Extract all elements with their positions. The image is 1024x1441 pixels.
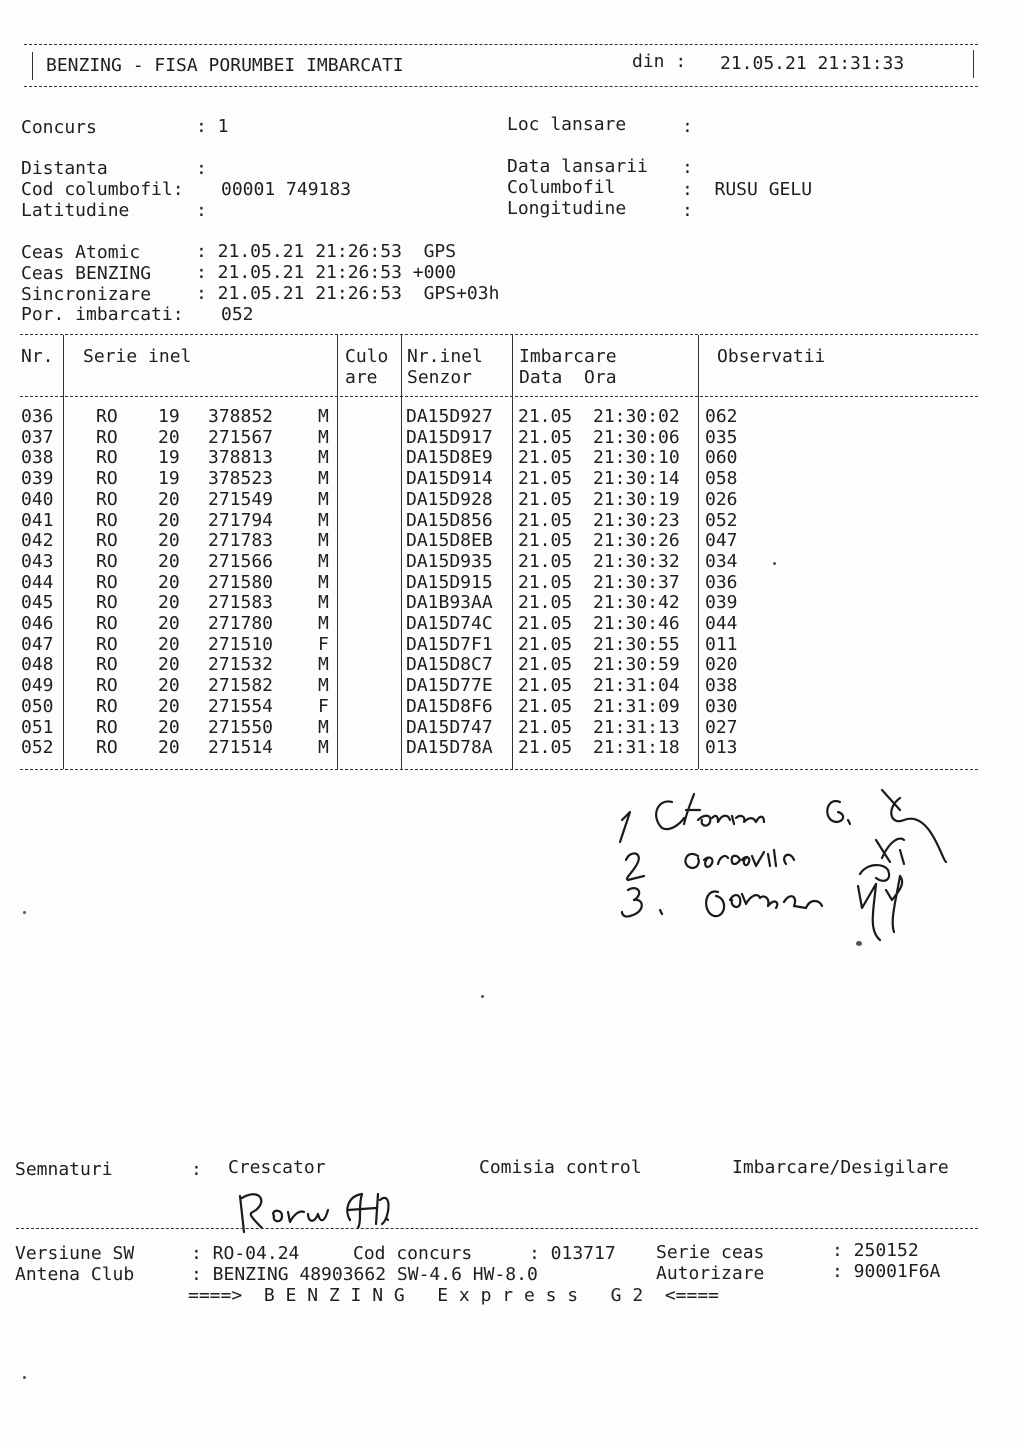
- crescator-label: Crescator: [228, 1157, 326, 1178]
- cell-sex: M: [318, 406, 329, 427]
- distanta-label: Distanta: [21, 158, 108, 179]
- cell-obs: 052: [705, 509, 738, 531]
- header-left-border: [32, 52, 33, 80]
- cell-tara: RO: [96, 426, 118, 448]
- antena-club-label: Antena Club: [15, 1264, 135, 1285]
- cell-sex: M: [318, 468, 329, 490]
- cell-an: 20: [158, 530, 180, 552]
- data-lansarii-value: :: [682, 157, 693, 178]
- cell-tara: RO: [96, 468, 118, 490]
- cell-obs: 047: [705, 530, 738, 552]
- cell-senzor: DA15D928: [406, 488, 493, 510]
- table-row: [0, 635, 1000, 656]
- cell-sex: F: [318, 695, 329, 717]
- cell-ora: 21:30:02: [593, 406, 680, 427]
- cell-data: 21.05: [518, 695, 573, 717]
- cell-nr: 049: [21, 675, 54, 697]
- cell-data: 21.05: [518, 488, 573, 510]
- header-nr: Nr.: [21, 346, 54, 367]
- cell-obs: 039: [705, 592, 738, 614]
- versiune-sw-value: : RO-04.24: [191, 1243, 300, 1264]
- cell-an: 20: [158, 509, 180, 531]
- cell-data: 21.05: [518, 571, 573, 593]
- cell-nr: 046: [21, 613, 54, 634]
- header-datetime: 21.05.21 21:31:33: [720, 53, 905, 74]
- cell-sex: M: [318, 592, 329, 614]
- cell-sex: M: [318, 716, 329, 738]
- table-row: [0, 573, 1000, 594]
- cell-inel: 271532: [208, 654, 274, 676]
- cell-inel: 271549: [208, 488, 274, 510]
- cell-inel: 271554: [208, 695, 274, 717]
- cell-obs: 013: [705, 737, 738, 759]
- cell-tara: RO: [96, 509, 118, 531]
- cell-senzor: DA15D914: [406, 468, 493, 490]
- cell-sex: M: [318, 550, 329, 572]
- cell-data: 21.05: [518, 654, 573, 676]
- comisia-control-label: Comisia control: [479, 1157, 642, 1178]
- cell-tara: RO: [96, 695, 118, 717]
- cell-nr: 036: [21, 406, 54, 427]
- cell-nr: 045: [21, 592, 54, 614]
- ink-dot: [23, 1376, 26, 1379]
- cell-an: 20: [158, 675, 180, 697]
- table-row: [0, 490, 1000, 511]
- latitudine-label: Latitudine: [21, 200, 130, 221]
- cell-senzor: DA15D8EB: [406, 530, 493, 552]
- cod-columbofil-value: 00001 749183: [221, 179, 352, 200]
- cell-inel: 271550: [208, 716, 274, 738]
- cell-an: 20: [158, 571, 180, 593]
- cell-sex: M: [318, 447, 329, 469]
- cell-sex: M: [318, 654, 329, 676]
- cell-obs: 030: [705, 695, 738, 717]
- cell-obs: 058: [705, 468, 738, 490]
- cell-sex: M: [318, 737, 329, 759]
- cell-sex: M: [318, 426, 329, 448]
- cell-an: 20: [158, 613, 180, 634]
- loc-lansare-label: Loc lansare: [507, 114, 627, 135]
- cell-obs: 035: [705, 426, 738, 448]
- cell-nr: 038: [21, 447, 54, 469]
- cell-obs: 027: [705, 716, 738, 738]
- header-nr-inel-1: Nr.inel: [407, 346, 483, 367]
- cod-columbofil-label: Cod columbofil:: [21, 179, 184, 200]
- header-serie-inel: Serie inel: [83, 346, 192, 367]
- cell-data: 21.05: [518, 468, 573, 490]
- cell-ora: 21:30:26: [593, 530, 680, 552]
- cell-senzor: DA15D856: [406, 509, 493, 531]
- cell-tara: RO: [96, 488, 118, 510]
- document-title: BENZING - FISA PORUMBEI IMBARCATI: [46, 55, 404, 76]
- cell-ora: 21:30:42: [593, 592, 680, 614]
- cell-sex: M: [318, 571, 329, 593]
- table-row: [0, 428, 1000, 449]
- cell-nr: 039: [21, 468, 54, 490]
- cell-tara: RO: [96, 675, 118, 697]
- cell-data: 21.05: [518, 447, 573, 469]
- header-observatii: Observatii: [717, 346, 826, 367]
- autorizare-label: Autorizare: [656, 1263, 765, 1284]
- cell-nr: 041: [21, 509, 54, 531]
- data-lansarii-label: Data lansarii: [507, 156, 648, 177]
- cell-ora: 21:30:10: [593, 447, 680, 469]
- cell-inel: 271582: [208, 675, 274, 697]
- cell-data: 21.05: [518, 633, 573, 655]
- cell-sex: M: [318, 530, 329, 552]
- cell-nr: 044: [21, 571, 54, 593]
- cell-inel: 378813: [208, 447, 274, 469]
- table-row: [0, 531, 1000, 552]
- ceas-benzing-label: Ceas BENZING: [21, 263, 152, 284]
- header-culoare-1: Culo: [345, 346, 389, 367]
- table-row: [0, 718, 1000, 739]
- cell-tara: RO: [96, 737, 118, 759]
- cell-tara: RO: [96, 716, 118, 738]
- cell-nr: 048: [21, 654, 54, 676]
- header-nr-inel-2: Senzor: [407, 367, 473, 388]
- cell-inel: 271583: [208, 592, 274, 614]
- ceas-atomic-value: : 21.05.21 21:26:53 GPS: [196, 241, 457, 262]
- cell-senzor: DA15D77E: [406, 675, 493, 697]
- cell-senzor: DA15D917: [406, 426, 493, 448]
- cell-tara: RO: [96, 592, 118, 614]
- ceas-atomic-label: Ceas Atomic: [21, 242, 141, 263]
- table-row: [0, 676, 1000, 697]
- ceas-benzing-value: : 21.05.21 21:26:53 +000: [196, 262, 457, 283]
- header-top-border: [24, 44, 978, 45]
- cell-sex: M: [318, 613, 329, 634]
- cell-tara: RO: [96, 633, 118, 655]
- table-row: [0, 469, 1000, 490]
- concurs-value: : 1: [196, 116, 229, 137]
- table-row: [0, 738, 1000, 759]
- cell-data: 21.05: [518, 592, 573, 614]
- table-row: [0, 655, 1000, 676]
- cell-data: 21.05: [518, 426, 573, 448]
- cell-senzor: DA1B93AA: [406, 592, 493, 614]
- cell-senzor: DA15D747: [406, 716, 493, 738]
- cell-obs: 034: [705, 550, 738, 572]
- porumbei-imbarcati-label: Por. imbarcati:: [21, 304, 184, 325]
- header-imbarcare-1: Imbarcare: [519, 346, 617, 367]
- header-imbarcare-2: Data Ora: [519, 367, 617, 388]
- crescator-signature: [228, 1180, 408, 1240]
- ink-dot: [773, 562, 776, 565]
- cell-obs: 044: [705, 613, 738, 634]
- cell-tara: RO: [96, 530, 118, 552]
- cell-an: 20: [158, 737, 180, 759]
- autorizare-value: : 90001F6A: [832, 1261, 941, 1282]
- versiune-sw-label: Versiune SW: [15, 1243, 135, 1264]
- cell-an: 19: [158, 468, 180, 490]
- table-row: [0, 593, 1000, 614]
- table-top-border: [20, 334, 978, 335]
- header-culoare-2: are: [345, 367, 378, 388]
- cell-data: 21.05: [518, 737, 573, 759]
- cell-ora: 21:30:23: [593, 509, 680, 531]
- cell-inel: 271780: [208, 613, 274, 634]
- cell-nr: 042: [21, 530, 54, 552]
- cell-senzor: DA15D8E9: [406, 447, 493, 469]
- cell-nr: 047: [21, 633, 54, 655]
- cell-nr: 050: [21, 695, 54, 717]
- cell-an: 20: [158, 716, 180, 738]
- cell-senzor: DA15D8C7: [406, 654, 493, 676]
- cell-inel: 271510: [208, 633, 274, 655]
- cell-inel: 271566: [208, 550, 274, 572]
- cell-ora: 21:30:59: [593, 654, 680, 676]
- longitudine-value: :: [682, 200, 693, 221]
- ink-dot: [856, 941, 862, 946]
- cell-tara: RO: [96, 613, 118, 634]
- concurs-label: Concurs: [21, 117, 97, 138]
- cell-senzor: DA15D935: [406, 550, 493, 572]
- cod-concurs-label: Cod concurs: [353, 1243, 473, 1264]
- cell-senzor: DA15D927: [406, 406, 493, 427]
- cell-data: 21.05: [518, 550, 573, 572]
- cell-inel: 378852: [208, 406, 274, 427]
- cell-ora: 21:30:32: [593, 550, 680, 572]
- loc-lansare-value: :: [682, 116, 693, 137]
- distanta-value: :: [196, 158, 207, 179]
- cell-an: 20: [158, 695, 180, 717]
- cell-an: 19: [158, 447, 180, 469]
- serie-ceas-label: Serie ceas: [656, 1242, 765, 1263]
- cell-ora: 21:31:13: [593, 716, 680, 738]
- cell-sex: M: [318, 488, 329, 510]
- imbarcare-desigilare-label: Imbarcare/Desigilare: [732, 1157, 949, 1178]
- semnaturi-label: Semnaturi: [15, 1159, 113, 1180]
- cell-ora: 21:30:46: [593, 613, 680, 634]
- cell-ora: 21:30:14: [593, 468, 680, 490]
- cell-inel: 271514: [208, 737, 274, 759]
- cell-inel: 378523: [208, 468, 274, 490]
- table-row: [0, 448, 1000, 469]
- cell-ora: 21:30:19: [593, 488, 680, 510]
- cell-ora: 21:30:37: [593, 571, 680, 593]
- cell-nr: 037: [21, 426, 54, 448]
- cell-data: 21.05: [518, 716, 573, 738]
- cell-nr: 052: [21, 737, 54, 759]
- table-row: [0, 614, 1000, 635]
- cell-inel: 271567: [208, 426, 274, 448]
- cell-obs: 011: [705, 633, 738, 655]
- cell-tara: RO: [96, 550, 118, 572]
- sincronizare-value: : 21.05.21 21:26:53 GPS+03h: [196, 283, 500, 304]
- cell-ora: 21:31:09: [593, 695, 680, 717]
- latitudine-value: :: [196, 200, 207, 221]
- table-row: [0, 552, 1000, 573]
- cell-data: 21.05: [518, 509, 573, 531]
- cell-sex: F: [318, 633, 329, 655]
- header-din-label: din :: [632, 51, 687, 72]
- cell-data: 21.05: [518, 675, 573, 697]
- cell-tara: RO: [96, 654, 118, 676]
- table-row: [0, 407, 1000, 428]
- cell-an: 20: [158, 550, 180, 572]
- cell-obs: 060: [705, 447, 738, 469]
- cell-an: 19: [158, 406, 180, 427]
- cell-data: 21.05: [518, 530, 573, 552]
- cell-nr: 043: [21, 550, 54, 572]
- cell-obs: 026: [705, 488, 738, 510]
- table-bottom-border: [20, 769, 978, 770]
- antena-club-value: : BENZING 48903662 SW-4.6 HW-8.0: [191, 1264, 538, 1285]
- cell-an: 20: [158, 426, 180, 448]
- table-row: [0, 511, 1000, 532]
- cell-inel: 271794: [208, 509, 274, 531]
- cell-inel: 271783: [208, 530, 274, 552]
- longitudine-label: Longitudine: [507, 198, 627, 219]
- table-row: [0, 697, 1000, 718]
- cod-concurs-value: : 013717: [529, 1243, 616, 1264]
- cell-an: 20: [158, 654, 180, 676]
- cell-data: 21.05: [518, 613, 573, 634]
- cell-nr: 040: [21, 488, 54, 510]
- cell-obs: 036: [705, 571, 738, 593]
- cell-an: 20: [158, 633, 180, 655]
- columbofil-value: : RUSU GELU: [682, 179, 813, 200]
- cell-sex: M: [318, 675, 329, 697]
- header-bottom-border: [24, 86, 978, 87]
- cell-data: 21.05: [518, 406, 573, 427]
- cell-senzor: DA15D915: [406, 571, 493, 593]
- cell-obs: 062: [705, 406, 738, 427]
- porumbei-imbarcati-value: 052: [221, 304, 254, 325]
- cell-an: 20: [158, 592, 180, 614]
- signatures-separator: [16, 1228, 978, 1229]
- semnaturi-colon: :: [191, 1159, 202, 1180]
- cell-obs: 038: [705, 675, 738, 697]
- ink-dot: [481, 995, 484, 998]
- cell-an: 20: [158, 488, 180, 510]
- ink-dot: [23, 911, 26, 914]
- cell-ora: 21:31:04: [593, 675, 680, 697]
- cell-ora: 21:31:18: [593, 737, 680, 759]
- cell-senzor: DA15D7F1: [406, 633, 493, 655]
- columbofil-label: Columbofil: [507, 177, 616, 198]
- cell-ora: 21:30:06: [593, 426, 680, 448]
- handwritten-committee-notes: [600, 780, 960, 960]
- cell-sex: M: [318, 509, 329, 531]
- header-right-border: [973, 50, 974, 78]
- cell-tara: RO: [96, 571, 118, 593]
- cell-ora: 21:30:55: [593, 633, 680, 655]
- cell-senzor: DA15D74C: [406, 613, 493, 634]
- cell-nr: 051: [21, 716, 54, 738]
- cell-tara: RO: [96, 406, 118, 427]
- sincronizare-label: Sincronizare: [21, 284, 152, 305]
- benzing-express-banner: ====> B E N Z I N G E x p r e s s G 2 <====: [188, 1285, 720, 1306]
- table-header-separator: [20, 396, 978, 397]
- serie-ceas-value: : 250152: [832, 1240, 919, 1261]
- cell-senzor: DA15D78A: [406, 737, 493, 759]
- cell-inel: 271580: [208, 571, 274, 593]
- cell-tara: RO: [96, 447, 118, 469]
- cell-obs: 020: [705, 654, 738, 676]
- cell-senzor: DA15D8F6: [406, 695, 493, 717]
